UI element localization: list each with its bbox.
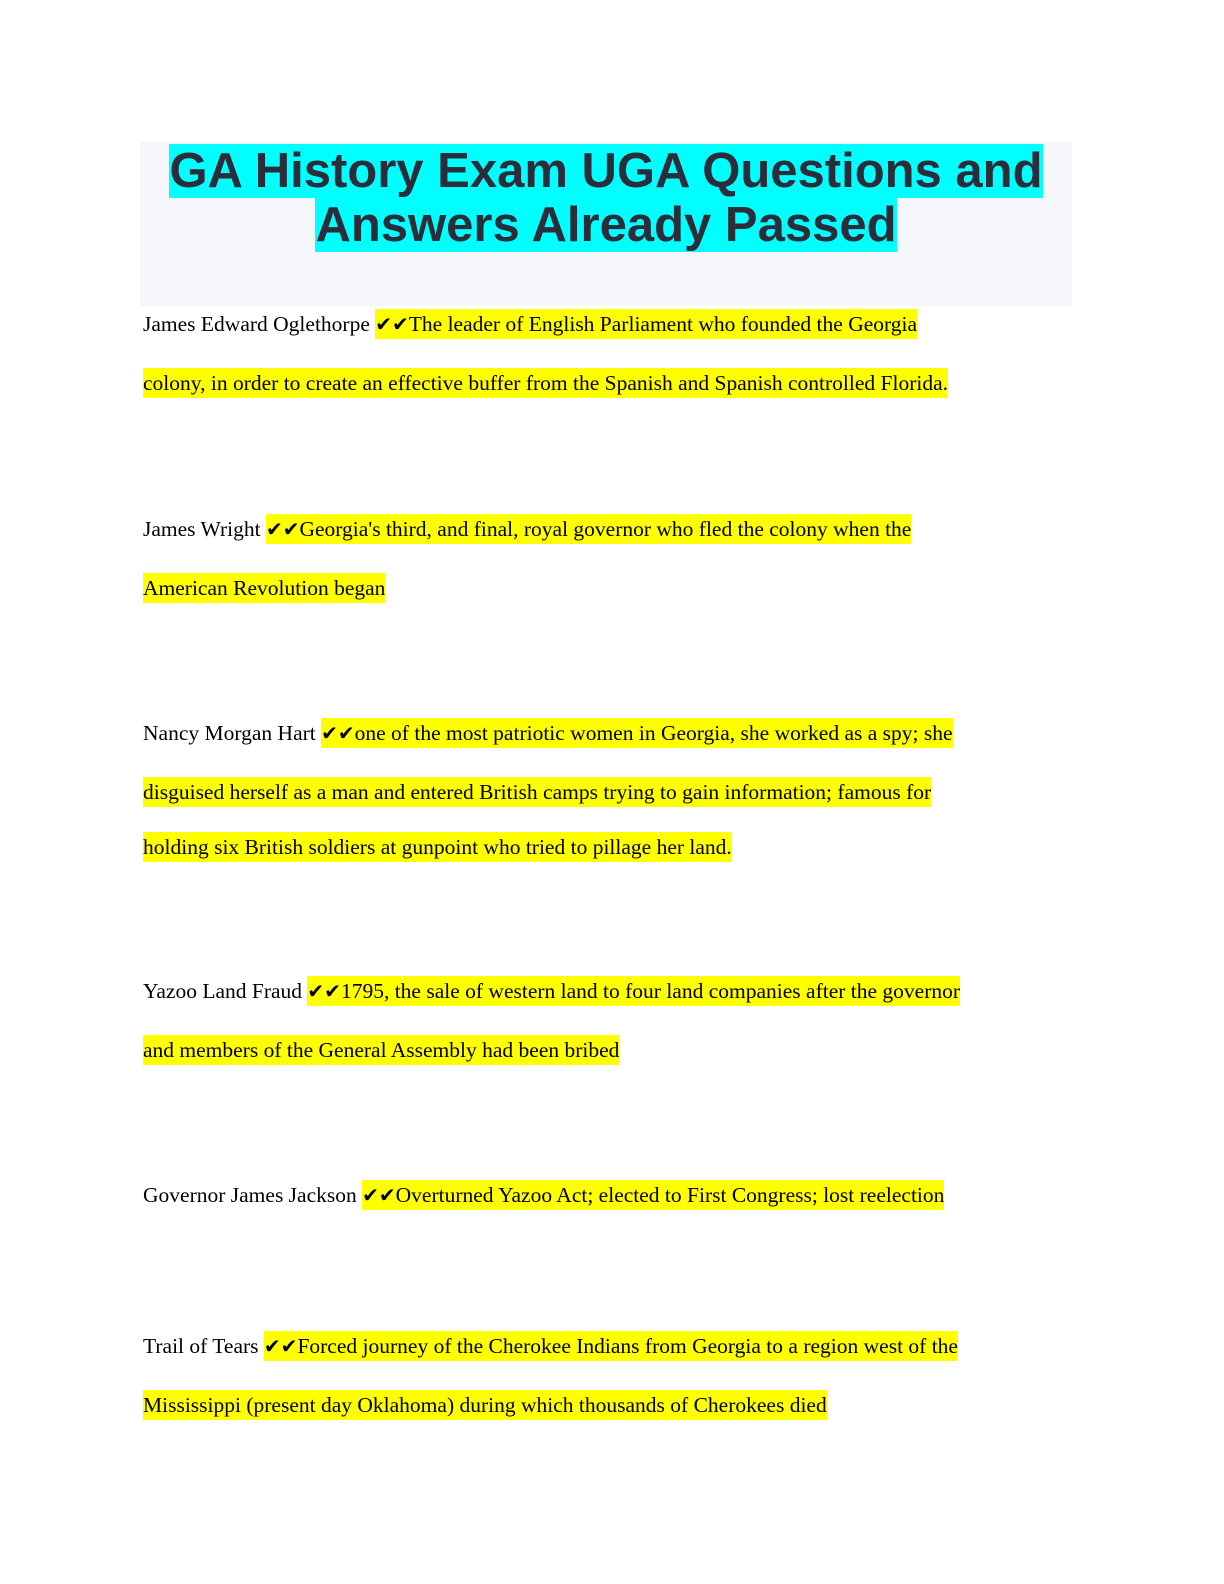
answer-text: The leader of English Parliament who founded the Georgia (408, 312, 918, 336)
answer-text: holding six British soldiers at gunpoint who tried to pillage her land. (143, 832, 732, 862)
qa-entry (143, 1331, 1073, 1420)
answer-text: Forced journey of the Cherokee Indians from Georgia to a region west of the (297, 1334, 958, 1358)
answer-text: Overturned Yazoo Act; elected to First Congress; lost reelection (395, 1183, 945, 1207)
qa-entry (143, 718, 1073, 862)
answer-highlight (266, 514, 911, 544)
qa-line (143, 777, 1073, 807)
answer-text: one of the most patriotic women in Georgia, she worked as a spy; she (354, 721, 953, 745)
qa-line (143, 368, 1073, 398)
qa-line (143, 976, 1073, 1006)
answer-highlight (362, 1180, 944, 1210)
qa-entry (143, 514, 1073, 603)
term: Governor James Jackson (143, 1183, 357, 1207)
document-title (140, 142, 1072, 252)
answer-highlight (264, 1331, 958, 1361)
term: Nancy Morgan Hart (143, 721, 316, 745)
checkmark-icon: ✔✔ (263, 1334, 298, 1358)
answer-text: and members of the General Assembly had been bribed (143, 1035, 619, 1065)
term: James Edward Oglethorpe (143, 312, 370, 336)
term: Yazoo Land Fraud (143, 979, 303, 1003)
qa-entry (143, 1180, 1073, 1210)
qa-entry (143, 976, 1073, 1065)
qa-line (143, 573, 1073, 603)
qa-entry (143, 309, 1073, 398)
checkmark-icon: ✔✔ (307, 979, 341, 1003)
qa-line (143, 514, 1073, 544)
qa-line (143, 832, 1073, 862)
answer-text: Mississippi (present day Oklahoma) during which thousands of Cherokees died (143, 1390, 827, 1420)
term: Trail of Tears (143, 1334, 259, 1358)
answer-text: American Revolution began (143, 573, 385, 603)
checkmark-icon: ✔✔ (362, 1183, 396, 1207)
answer-text: colony, in order to create an effective buffer from the Spanish and Spanish controlled Florida. (143, 368, 948, 398)
checkmark-icon: ✔✔ (375, 312, 409, 336)
title-line-2: Answers Already Passed (315, 198, 897, 252)
title-banner (140, 142, 1072, 306)
answer-text: disguised herself as a man and entered British camps trying to gain information; famous for (143, 777, 931, 807)
checkmark-icon: ✔✔ (265, 517, 300, 541)
qa-line (143, 718, 1073, 748)
qa-line (143, 1035, 1073, 1065)
answer-highlight (321, 718, 952, 748)
qa-line (143, 309, 1073, 339)
answer-text: Georgia's third, and final, royal governor who fled the colony when the (299, 517, 912, 541)
qa-line (143, 1331, 1073, 1361)
title-line-1: GA History Exam UGA Questions and (169, 144, 1043, 198)
answer-text: 1795, the sale of western land to four land companies after the governor (340, 979, 961, 1003)
qa-line (143, 1180, 1073, 1210)
answer-highlight (307, 976, 960, 1006)
qa-line (143, 1390, 1073, 1420)
checkmark-icon: ✔✔ (321, 721, 355, 745)
term: James Wright (143, 517, 261, 541)
answer-highlight (375, 309, 917, 339)
